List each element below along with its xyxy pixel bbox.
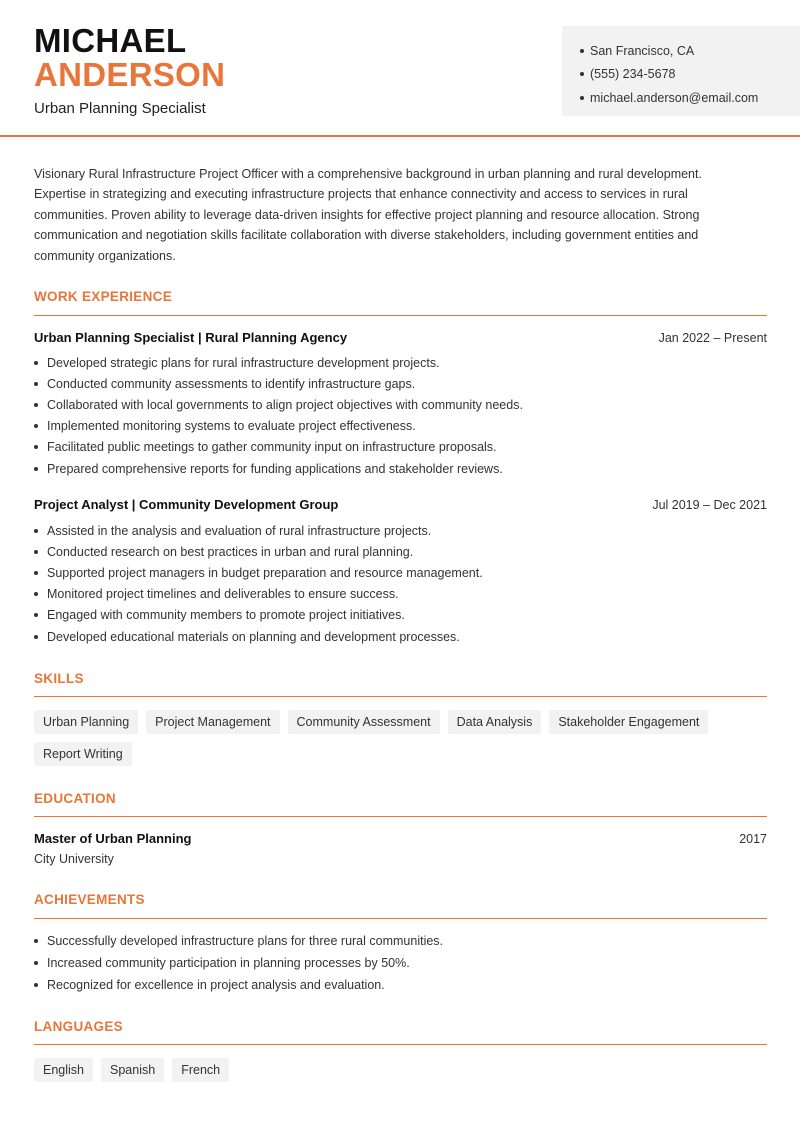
list-item [34,352,767,373]
bullet-icon [580,72,584,76]
list-item [34,541,767,562]
job-role: Project Analyst | Community Development Group [34,497,339,512]
skills-list [34,710,767,766]
bullet-icon [34,361,38,365]
last-name: ANDERSON [34,56,226,93]
school-name: City University [34,852,114,866]
list-item [34,416,767,437]
bullet-icon [580,49,584,53]
skill-chip: Report Writing [34,742,132,766]
job-title: Urban Planning Specialist [34,100,206,117]
section-divider [34,816,767,817]
bullet-icon [34,529,38,533]
languages-list [34,1058,767,1082]
skill-chip: Data Analysis [448,710,542,734]
list-item-text: Prepared comprehensive reports for funding applications and stakeholder reviews. [47,461,503,476]
bullet-icon [580,96,584,100]
bullet-icon [34,613,38,617]
contact-email-text: michael.anderson@email.com [590,90,759,105]
list-item-text: Increased community participation in planning processes by 50%. [47,956,410,970]
education-entry-header [34,831,767,846]
graduation-year: 2017 [739,832,767,846]
section-title-skills: SKILLS [34,671,84,686]
list-item [34,974,767,996]
job-bullets [34,520,767,647]
list-item [34,930,767,952]
bullet-icon [34,592,38,596]
list-item [34,373,767,394]
list-item-text: Developed educational materials on planning and development processes. [47,629,460,644]
job-date: Jul 2019 – Dec 2021 [652,498,767,512]
job-date: Jan 2022 – Present [658,331,767,345]
contact-location [580,39,800,63]
list-item-text: Conducted research on best practices in urban and rural planning. [47,544,414,559]
achievements-list [34,930,767,996]
bullet-icon [34,467,38,471]
section-title-education: EDUCATION [34,791,116,806]
language-chip: French [172,1058,229,1082]
list-item-text: Recognized for excellence in project analysis and evaluation. [47,978,385,992]
professional-summary: Visionary Rural Infrastructure Project Officer with a comprehensive background in urban planning and rural development. Expertise in strategizing and executing infrastructure projects that enhance connectivity and access to services in rural communities. Proven ability to leverage data-driven insights for effective project planning and resource allocation. Strong communication and negotiation skills facilitate collaboration with diverse stakeholders, including government entities and community organizations. [34,167,702,263]
bullet-icon [34,961,38,965]
skill-chip: Community Assessment [288,710,440,734]
job-entry-header [34,330,767,345]
section-title-work: WORK EXPERIENCE [34,289,173,304]
resume-header [0,0,800,137]
bullet-icon [34,550,38,554]
list-item-text: Implemented monitoring systems to evaluate project effectiveness. [47,419,416,434]
section-divider [34,696,767,697]
job-bullets [34,352,767,479]
section-title-languages: LANGUAGES [34,1019,123,1034]
bullet-icon [34,424,38,428]
bullet-icon [34,445,38,449]
list-item-text: Collaborated with local governments to align project objectives with community needs. [47,397,523,412]
list-item-text: Supported project managers in budget preparation and resource management. [47,565,483,580]
contact-box [562,26,800,116]
bullet-icon [34,571,38,575]
bullet-icon [34,403,38,407]
contact-email [580,86,800,110]
bullet-icon [34,983,38,987]
section-divider [34,315,767,316]
list-item [34,626,767,647]
job-role: Urban Planning Specialist | Rural Planning Agency [34,330,348,345]
list-item [34,520,767,541]
list-item [34,605,767,626]
degree-name: Master of Urban Planning [34,831,192,846]
bullet-icon [34,939,38,943]
skill-chip: Stakeholder Engagement [549,710,708,734]
bullet-icon [34,635,38,639]
first-name: MICHAEL [34,22,187,59]
bullet-icon [34,382,38,386]
list-item [34,437,767,458]
list-item [34,584,767,605]
contact-phone-text: (555) 234-5678 [590,67,676,82]
list-item-text: Successfully developed infrastructure plans for three rural communities. [47,934,444,948]
list-item-text: Facilitated public meetings to gather community input on infrastructure proposals. [47,440,497,455]
language-chip: Spanish [101,1058,164,1082]
section-title-achievements: ACHIEVEMENTS [34,892,145,907]
list-item-text: Developed strategic plans for rural infrastructure development projects. [47,355,440,370]
list-item-text: Conducted community assessments to identify infrastructure gaps. [47,376,416,391]
list-item [34,952,767,974]
job-entry-header [34,497,767,512]
list-item-text: Engaged with community members to promote project initiatives. [47,608,405,623]
section-divider [34,1044,767,1045]
skill-chip: Project Management [146,710,279,734]
section-divider [34,918,767,919]
skill-chip: Urban Planning [34,710,138,734]
list-item [34,562,767,583]
language-chip: English [34,1058,93,1082]
list-item [34,458,767,479]
contact-phone [580,63,800,87]
contact-location-text: San Francisco, CA [590,43,695,58]
list-item [34,394,767,415]
list-item-text: Monitored project timelines and deliverables to ensure success. [47,587,399,602]
list-item-text: Assisted in the analysis and evaluation of rural infrastructure projects. [47,523,432,538]
